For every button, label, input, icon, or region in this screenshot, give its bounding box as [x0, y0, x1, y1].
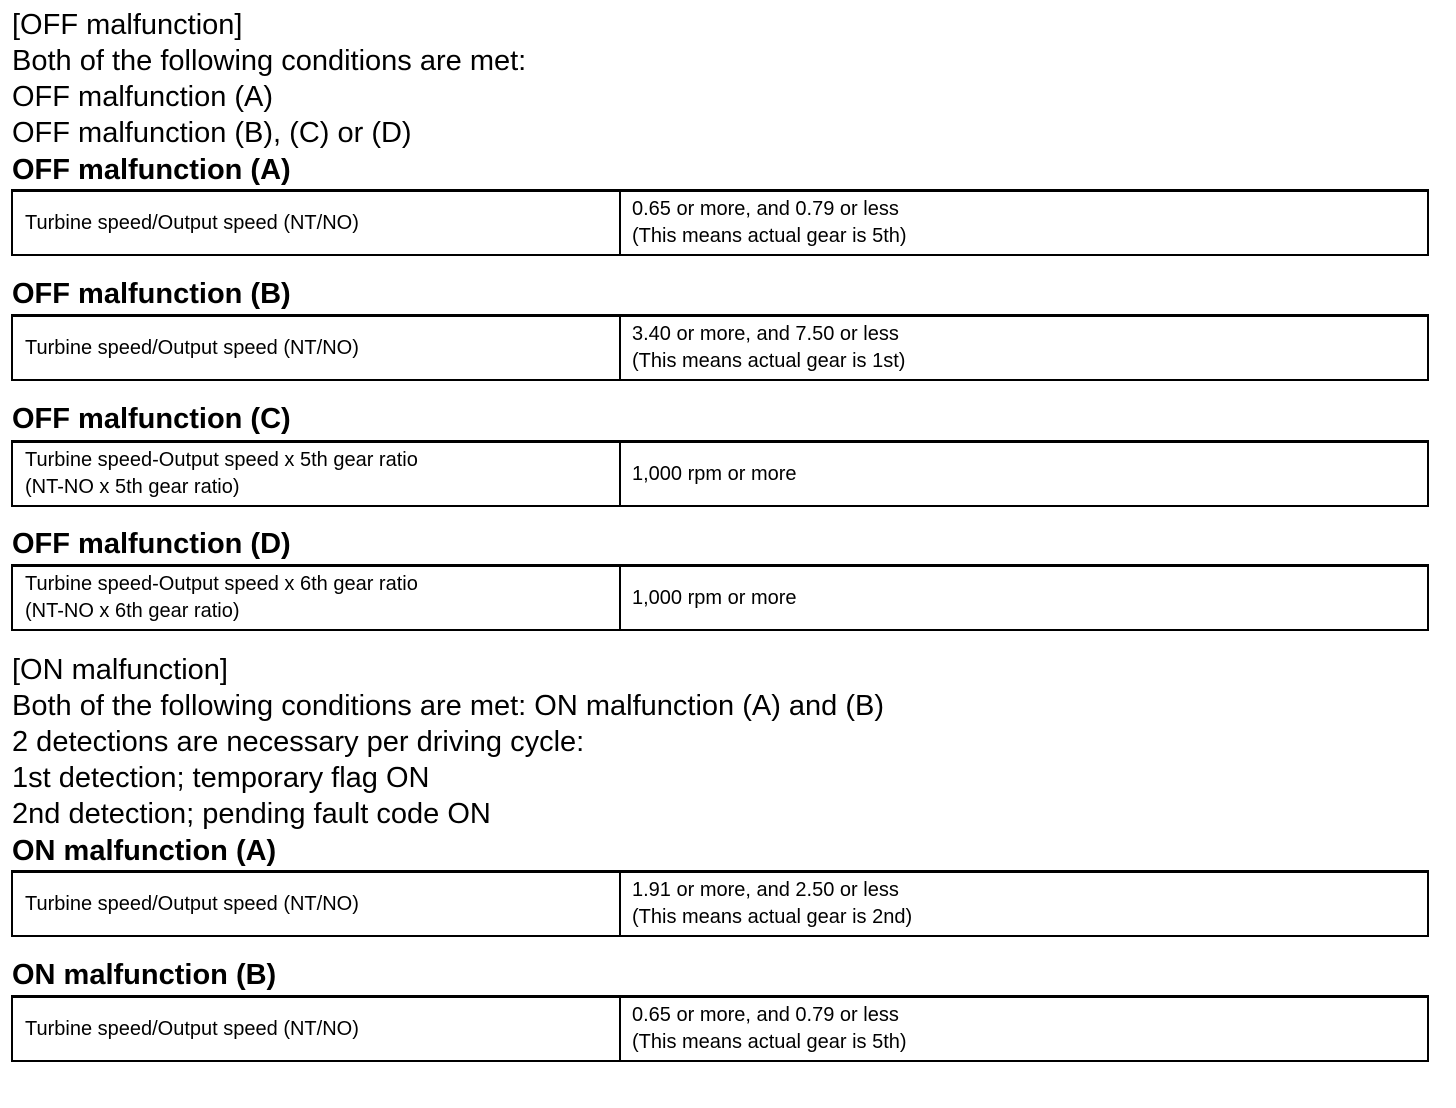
on-malfunction-b-heading: ON malfunction (B) — [12, 959, 277, 991]
condition-label-formula: (NT-NO x 6th gear ratio) — [25, 600, 240, 622]
off-condition-line: Both of the following conditions are met: — [12, 45, 527, 77]
on-malfunction-b-table — [11, 995, 1429, 1062]
condition-label: Turbine speed-Output speed x 6th gear ratio — [25, 573, 418, 595]
on-section-title: [ON malfunction] — [12, 654, 228, 686]
off-malfunction-d-heading: OFF malfunction (D) — [12, 528, 291, 560]
off-malfunction-b-heading: OFF malfunction (B) — [12, 278, 291, 310]
off-malfunction-d-table — [11, 564, 1429, 631]
off-malfunction-c-heading: OFF malfunction (C) — [12, 403, 291, 435]
condition-label-cell — [13, 567, 621, 629]
condition-value-cell — [621, 998, 1427, 1060]
on-condition-line: 2 detections are necessary per driving cycle: — [12, 726, 585, 758]
condition-value: 0.65 or more, and 0.79 or less — [632, 1004, 899, 1026]
condition-value: 3.40 or more, and 7.50 or less — [632, 323, 899, 345]
condition-note: (This means actual gear is 2nd) — [632, 906, 913, 928]
condition-note: (This means actual gear is 5th) — [632, 1031, 907, 1053]
condition-value: 0.65 or more, and 0.79 or less — [632, 198, 899, 220]
condition-label-cell — [13, 192, 621, 254]
condition-value-cell — [621, 317, 1427, 379]
on-malfunction-a-heading: ON malfunction (A) — [12, 835, 277, 867]
condition-value: 1,000 rpm or more — [632, 586, 797, 609]
condition-value-cell — [621, 443, 1427, 505]
condition-value-cell — [621, 567, 1427, 629]
condition-note: (This means actual gear is 5th) — [632, 225, 907, 247]
off-malfunction-a-heading: OFF malfunction (A) — [12, 154, 291, 186]
condition-label: Turbine speed-Output speed x 5th gear ratio — [25, 449, 418, 471]
off-malfunction-b-table — [11, 314, 1429, 381]
condition-label: Turbine speed/Output speed (NT/NO) — [25, 211, 359, 234]
on-condition-line: Both of the following conditions are met: ON malfunction (A) and (B) — [12, 690, 885, 722]
on-malfunction-a-table — [11, 870, 1429, 937]
condition-label-formula: (NT-NO x 5th gear ratio) — [25, 476, 240, 498]
off-section-title: [OFF malfunction] — [12, 9, 243, 41]
condition-label: Turbine speed/Output speed (NT/NO) — [25, 336, 359, 359]
condition-note: (This means actual gear is 1st) — [632, 350, 906, 372]
condition-label-cell — [13, 998, 621, 1060]
condition-label: Turbine speed/Output speed (NT/NO) — [25, 892, 359, 915]
condition-value-cell — [621, 192, 1427, 254]
condition-label-cell — [13, 317, 621, 379]
on-condition-line: 2nd detection; pending fault code ON — [12, 798, 491, 830]
condition-value: 1.91 or more, and 2.50 or less — [632, 879, 899, 901]
condition-label: Turbine speed/Output speed (NT/NO) — [25, 1017, 359, 1040]
off-condition-line: OFF malfunction (A) — [12, 81, 274, 113]
condition-value: 1,000 rpm or more — [632, 462, 797, 485]
off-malfunction-c-table — [11, 440, 1429, 507]
off-condition-line: OFF malfunction (B), (C) or (D) — [12, 117, 412, 149]
condition-label-cell — [13, 873, 621, 935]
condition-label-cell — [13, 443, 621, 505]
on-condition-line: 1st detection; temporary flag ON — [12, 762, 430, 794]
condition-value-cell — [621, 873, 1427, 935]
off-malfunction-a-table — [11, 189, 1429, 256]
